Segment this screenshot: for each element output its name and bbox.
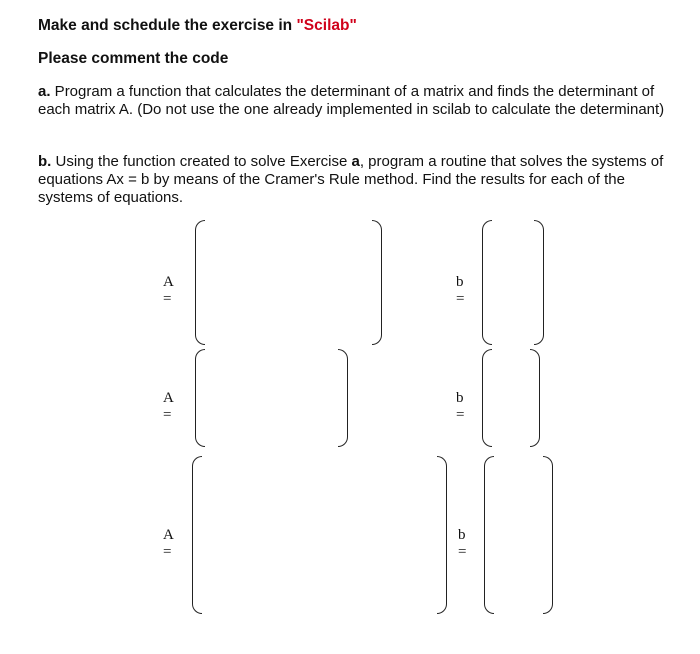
- vector-b-label: b =: [456, 274, 465, 308]
- vector-b-right-paren: [534, 220, 544, 345]
- matrix-a-right-paren: [338, 349, 348, 447]
- title-text: Make and schedule the exercise in: [38, 17, 297, 34]
- part-b-paragraph: [38, 153, 668, 207]
- part-a-paragraph: [38, 83, 668, 119]
- matrix-a-left-paren: [195, 220, 205, 345]
- part-b-text-1: Using the function created to solve Exercise: [51, 153, 352, 170]
- matrix-a-right-paren: [372, 220, 382, 345]
- matrix-a-left-paren: [192, 456, 202, 614]
- vector-b-left-paren: [482, 220, 492, 345]
- title-app-name: "Scilab": [296, 17, 357, 34]
- exercise-title: [38, 17, 357, 35]
- comment-instruction: Please comment the code: [38, 50, 229, 67]
- matrix-a-label: A =: [163, 527, 174, 560]
- vector-b-right-paren: [530, 349, 540, 447]
- part-a-label: a.: [38, 83, 51, 100]
- matrix-a-label: A =: [163, 274, 174, 308]
- part-b-text-2: , program a routine that solves the systems of equations Ax = b by means of the Cramer's Rule method. Find the results for each of the systems of equations.: [38, 153, 664, 206]
- part-b-label: b.: [38, 153, 52, 170]
- vector-b-label: b =: [458, 527, 467, 560]
- vector-b-right-paren: [543, 456, 553, 614]
- vector-b-label: b =: [456, 390, 465, 423]
- matrix-a-left-paren: [195, 349, 205, 447]
- vector-b-left-paren: [484, 456, 494, 614]
- matrix-a-label: A =: [163, 390, 174, 423]
- matrix-a-right-paren: [437, 456, 447, 614]
- part-a-text: Program a function that calculates the determinant of a matrix and finds the determinant of each matrix A. (Do not use the one already implemented in scilab to calculate the determinant): [38, 83, 665, 118]
- part-b-text-bold: a: [351, 153, 360, 170]
- vector-b-left-paren: [482, 349, 492, 447]
